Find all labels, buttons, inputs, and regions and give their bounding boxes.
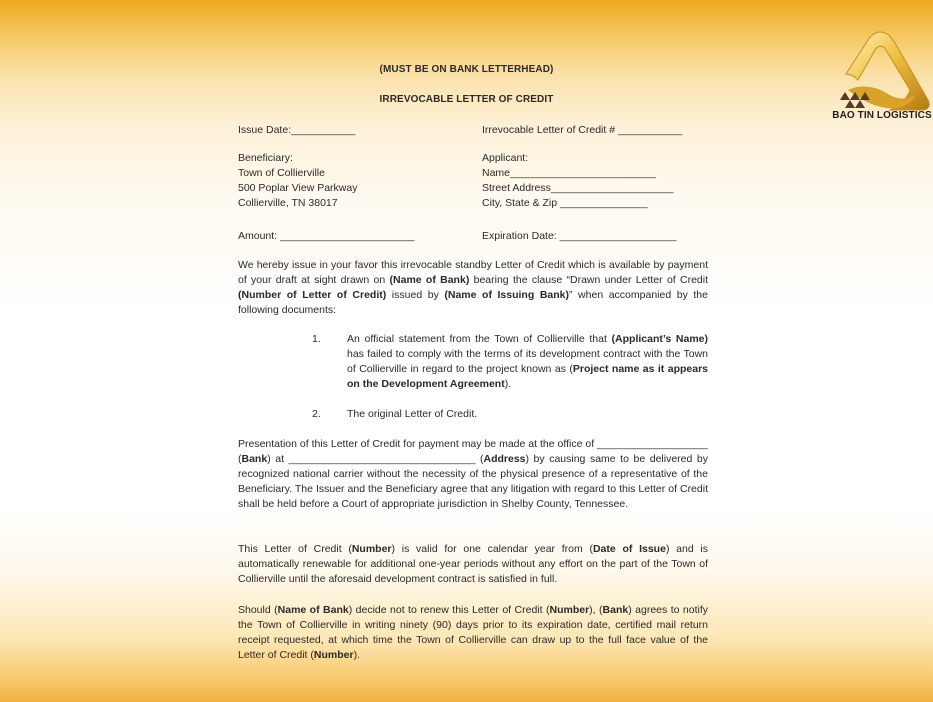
list-item-original: The original Letter of Credit. — [347, 408, 478, 420]
paragraph-issuance: We hereby issue in your favor this irrevocable standby Letter of Credit which is available by payment of your draft at sight drawn on (Name of Bank) bearing the clause “Drawn under Letter of Credit (Number of Letter of Credit) issued by (Name of Issuing Bank)” when accompanied by the following documents: — [238, 259, 709, 316]
loc-number-field: Irrevocable Letter of Credit # ___________ — [482, 124, 683, 136]
document-title: IRREVOCABLE LETTER OF CREDIT — [379, 94, 554, 105]
expiration-date-field: Expiration Date: ____________________ — [482, 230, 677, 242]
beneficiary-line1: Town of Collierville — [238, 167, 325, 179]
applicant-city-field: City, State & Zip _______________ — [482, 197, 648, 209]
letterhead-note: (MUST BE ON BANK LETTERHEAD) — [379, 64, 554, 75]
beneficiary-line3: Collierville, TN 38017 — [238, 197, 338, 209]
applicant-street-field: Street Address_____________________ — [482, 182, 674, 194]
paragraph-validity: This Letter of Credit (Number) is valid for one calendar year from (Date of Issue) and is automatically renewable for additional one-year periods without any effort on the part of the Town of Collierville until the aforesaid development contract is satisfied in full. — [238, 543, 708, 585]
issue-date-field: Issue Date:___________ — [238, 124, 356, 136]
list-number-1: 1. — [312, 333, 321, 345]
beneficiary-line2: 500 Poplar View Parkway — [238, 182, 358, 194]
paragraph-presentation: Presentation of this Letter of Credit for payment may be made at the office of ___________________ (Bank) at ________________________________ (Address) by causing same to be delivered by recognized national carrier without the necessity of the physical presence of a representative of the Beneficiary. The Issuer and the Beneficiary agree that any litigation with regard to this Letter of Credit shall be held before a Court of appropriate jurisdiction in Shelby County, Tennessee. — [238, 438, 708, 510]
paragraph-renewal: Should (Name of Bank) decide not to renew this Letter of Credit (Number), (Bank) agrees to notify the Town of Collierville in writing ninety (90) days prior to its expiration date, certified mail return receipt requested, at which time the Town of Collierville can draw up to the full face value of the Letter of Credit (Number). — [238, 604, 708, 661]
list-number-2: 2. — [312, 408, 321, 420]
applicant-label: Applicant: — [482, 152, 529, 164]
list-item-statement: An official statement from the Town of Collierville that (Applicant’s Name) has failed to comply with the terms of its development contract with the Town of Collierville in regard to the project known as (Project name as it appears on the Development Agreement). — [347, 333, 709, 390]
amount-field: Amount: _______________________ — [238, 230, 415, 242]
applicant-name-field: Name_________________________ — [482, 167, 656, 179]
beneficiary-label: Beneficiary: — [238, 152, 293, 164]
logo-text: BAO TIN LOGISTICS — [832, 110, 932, 121]
